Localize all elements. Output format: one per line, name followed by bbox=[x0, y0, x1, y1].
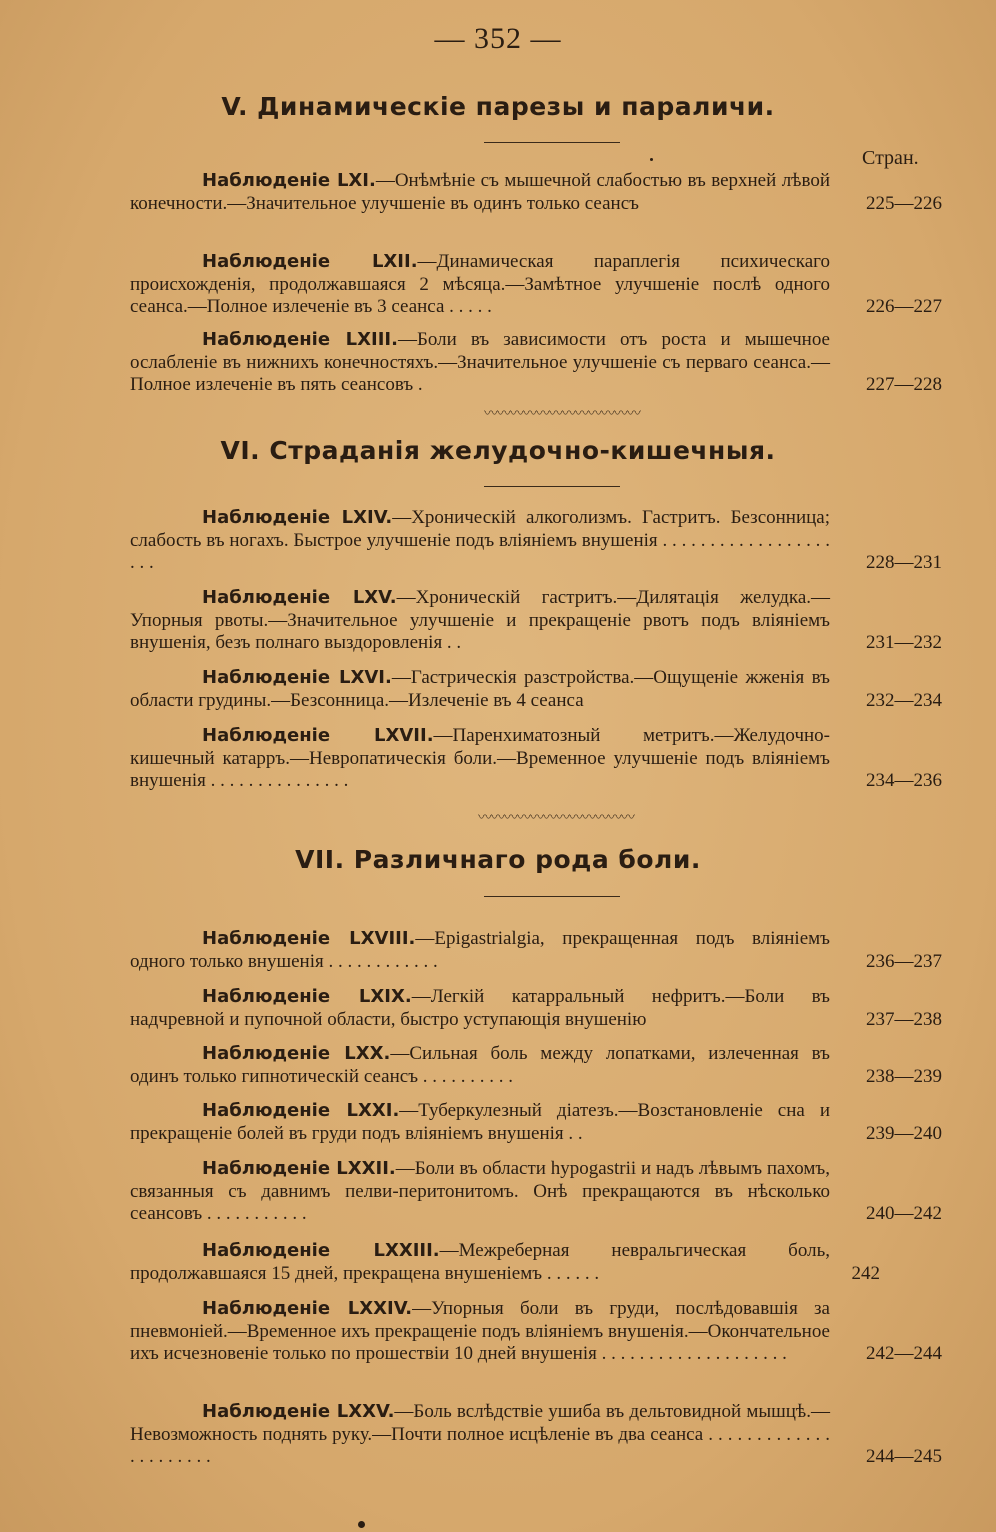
entry-heading: Наблюденіе LXVII. bbox=[202, 725, 434, 746]
entry-text: —Гастрическія разстройства.—Ощущеніе жженія въ области грудины.—Безсонница.—Излеченіе въ 4 сеанса bbox=[130, 667, 830, 711]
entry-text: —Межреберная невральгическая боль, продолжавшаяся 15 дней, прекращена внушеніемъ . . . . . . bbox=[130, 1240, 830, 1284]
toc-entry-lxiii bbox=[130, 329, 942, 397]
entry-text: —Epigastrialgia, прекращенная подъ вліяніемъ одного только внушенія . . . . . . . . . . . . bbox=[130, 928, 830, 972]
section-title-vi: VI. Страданія желудочно-кишечныя. bbox=[220, 436, 776, 465]
toc-entry-lxiv bbox=[130, 507, 942, 575]
toc-entry-lxv bbox=[130, 587, 942, 655]
toc-entry-lxx bbox=[130, 1043, 942, 1088]
entry-pages: 238—239 bbox=[866, 1065, 942, 1087]
entry-text: —Туберкулезный діатезъ.—Возстановленіе сна и прекращеніе болей въ груди подъ вліяніемъ внушенія . . bbox=[130, 1100, 830, 1144]
section-title-v: V. Динамическіе парезы и параличи. bbox=[221, 92, 775, 121]
toc-entry-lxxii bbox=[130, 1158, 942, 1226]
entry-text: —Онѣмѣніе съ мышечной слабостью въ верхней лѣвой конечности.—Значительное улучшеніе въ одинъ только сеансъ bbox=[130, 170, 830, 214]
column-header-pages: Стран. bbox=[862, 147, 919, 169]
section-divider-wavy: 〰〰〰〰〰〰〰〰〰〰〰〰 bbox=[478, 811, 634, 826]
section-title-vii: VII. Различнаго рода боли. bbox=[295, 845, 701, 874]
entry-pages: 227—228 bbox=[866, 374, 942, 395]
entry-heading: Наблюденіе LXI. bbox=[202, 170, 376, 191]
entry-heading: Наблюденіе LXVI. bbox=[202, 667, 392, 688]
entry-heading: Наблюденіе LXXI. bbox=[202, 1100, 400, 1121]
toc-entry-lxvii bbox=[130, 725, 942, 793]
entry-text: —Динамическая параплегія психическаго происхожденія, продолжавшаяся 2 мѣсяца.—Замѣтное улучшеніе послѣ одного сеанса.—Полное излеченіе въ 3 сеанса . . . . . bbox=[130, 251, 830, 317]
entry-heading: Наблюденіе LXIV. bbox=[202, 507, 393, 528]
toc-entry-lxvi bbox=[130, 667, 942, 712]
entry-heading: Наблюденіе LXXII. bbox=[202, 1158, 396, 1179]
entry-text: —Хроническій гастритъ.—Дилятація желудка.—Упорныя рвоты.—Значительное улучшеніе и прекращеніе рвотъ подъ вліяніемъ внушенія, безъ полнаго выздоровленія . . bbox=[130, 587, 830, 653]
toc-entry-lxi bbox=[130, 170, 942, 215]
ink-speck bbox=[358, 1521, 365, 1528]
entry-heading: Наблюденіе LXV. bbox=[202, 587, 397, 608]
entry-pages: 239—240 bbox=[866, 1122, 942, 1144]
entry-pages: 237—238 bbox=[866, 1008, 942, 1030]
entry-pages: 234—236 bbox=[866, 770, 942, 791]
entry-pages: 242—244 bbox=[866, 1343, 942, 1364]
entry-heading: Наблюденіе LXVIII. bbox=[202, 928, 416, 949]
entry-pages: 240—242 bbox=[866, 1203, 942, 1224]
entry-text: —Сильная боль между лопатками, излеченная въ одинъ только гипнотическій сеансъ . . . . . . . . . . bbox=[130, 1043, 830, 1087]
entry-text: —Легкій катарральный нефритъ.—Боли въ надчревной и пупочной области, быстро уступающія внушенію bbox=[130, 986, 830, 1030]
toc-entry-lxxiv bbox=[130, 1298, 942, 1366]
section-rule bbox=[484, 896, 620, 897]
entry-heading: Наблюденіе LXIII. bbox=[202, 329, 398, 350]
entry-pages: 244—245 bbox=[866, 1446, 942, 1467]
entry-heading: Наблюденіе LXXIII. bbox=[202, 1240, 440, 1261]
entry-pages: 231—232 bbox=[866, 632, 942, 653]
toc-entry-lxxi bbox=[130, 1100, 942, 1145]
toc-entry-lxxv bbox=[130, 1401, 942, 1469]
entry-pages: 226—227 bbox=[866, 296, 942, 317]
entry-pages: 232—234 bbox=[866, 689, 942, 711]
entry-heading: Наблюденіе LXXV. bbox=[202, 1401, 395, 1422]
section-rule bbox=[484, 142, 620, 143]
entry-text: —Хроническій алкоголизмъ. Гастритъ. Безсонница; слабость въ ногахъ. Быстрое улучшеніе подъ вліяніемъ внушенія . . . . . . . . . . . . . . . . . . . . . bbox=[130, 507, 831, 573]
entry-pages: 225—226 bbox=[866, 192, 942, 214]
entry-text: —Боль вслѣдствіе ушиба въ дельтовидной мышцѣ.—Невозможность поднять руку.—Почти полное исцѣленіе въ два сеанса . . . . . . . . . . . . . . . . . . . . . . bbox=[130, 1401, 831, 1467]
entry-text: —Упорныя боли въ груди, послѣдовавшія за пневмоніей.—Временное ихъ прекращеніе подъ вліяніемъ внушенія.—Окончательное ихъ исчезновеніе только по прошествіи 10 дней внушенія . . . . . . . . . . . . . . . . . . . . bbox=[130, 1298, 830, 1364]
entry-text: —Паренхиматозный метритъ.—Желудочно-кишечный катарръ.—Невропатическія боли.—Временное улучшеніе подъ вліяніемъ внушенія . . . . . . . . . . . . . . . bbox=[130, 725, 830, 791]
toc-entry-lxix bbox=[130, 986, 942, 1031]
section-divider-wavy: 〰〰〰〰〰〰〰〰〰〰〰〰 bbox=[484, 407, 640, 422]
section-rule bbox=[484, 486, 620, 487]
entry-heading: Наблюденіе LXXIV. bbox=[202, 1298, 413, 1319]
toc-entry-lxviii bbox=[130, 928, 942, 973]
entry-heading: Наблюденіе LXII. bbox=[202, 251, 418, 272]
entry-text: —Боли въ зависимости отъ роста и мышечное ослабленіе въ нижнихъ конечностяхъ.—Значительное улучшеніе съ перваго сеанса.—Полное излеченіе въ пять сеансовъ . bbox=[130, 329, 830, 395]
toc-entry-lxii bbox=[130, 251, 942, 319]
entry-pages: 228—231 bbox=[866, 552, 942, 573]
toc-entry-lxxiii bbox=[130, 1240, 942, 1285]
entry-pages: 242 bbox=[851, 1262, 880, 1284]
entry-heading: Наблюденіе LXX. bbox=[202, 1043, 391, 1064]
ink-speck bbox=[650, 158, 653, 161]
entry-text: —Боли въ области hypogastrii и надъ лѣвымъ пахомъ, связанныя съ давнимъ пелви-перитонитомъ. Онѣ прекращаются въ нѣсколько сеансовъ . . . . . . . . . . . bbox=[130, 1158, 830, 1224]
page-number: — 352 — bbox=[434, 22, 562, 55]
entry-pages: 236—237 bbox=[866, 950, 942, 972]
entry-heading: Наблюденіе LXIX. bbox=[202, 986, 412, 1007]
